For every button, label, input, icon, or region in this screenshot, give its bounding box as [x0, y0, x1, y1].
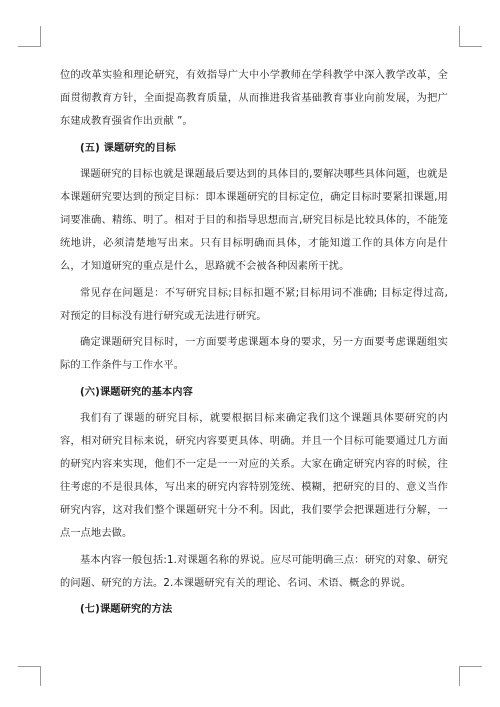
paragraph: 课题研究的目标也就是课题最后要达到的具体目的,要解决哪些具体问题，也就是本课题研究要达到的预定目标：即本课题研究的目标定位，确定目标时要紧扣课题,用词要准确、精练、明了。相对于目的和指导思想而言,研究目标是比较具体的，不能笼统地讲，必须清楚地写出来。只有目标明确而具体，才能知道工作的具体方向是什么，才知道研究的重点是什么，思路就不会被各种因素所干扰。 [60, 169, 448, 272]
document-body [60, 64, 448, 625]
paragraph: 基本内容一般包括:1.对课题名称的界说。应尽可能明确三点：研究的对象、研究的问题、研究的方法。2.本课题研究有关的理论、名词、术语、概念的界说。 [60, 554, 448, 589]
crop-mark-top-right [459, 26, 460, 46]
section-heading-6: (六)课题研究的基本内容 [80, 386, 193, 398]
crop-mark-bottom-left [18, 666, 41, 667]
crop-mark-bottom-right [459, 666, 460, 686]
crop-mark-top-left [18, 46, 41, 47]
crop-mark-bottom-right [459, 666, 482, 667]
paragraph: 确定课题研究目标时，一方面要考虑课题本身的要求，另一方面要考虑课题组实际的工作条件与工作水平。 [60, 337, 448, 371]
section-heading-7: (七)课题研究的方法 [80, 604, 173, 615]
crop-mark-bottom-left [40, 666, 41, 686]
paragraph: 位的改革实验和理论研究，有效指导广大中小学教师在学科教学中深入教学改革，全面贯彻教育方针，全面提高教育质量，从而推进我省基础教育事业向前发展，为把广东建成教育强省作出贡献 ”。 [60, 70, 448, 127]
paragraph: 我们有了课题的研究目标，就要根据目标来确定我们这个课题具体要研究的内容，相对研究目标来说，研究内容要更具体、明确。并且一个目标可能要通过几方面的研究内容来实现，他们不一定是一一对应的关系。大家在确定研究内容的时候，往往考虑的不是很具体，写出来的研究内容特别笼统、模糊，把研究的目的、意义当作研究内容，这对我们整个课题研究十分不利。因此，我们要学会把课题进行分解，一点一点地去做。 [60, 413, 448, 539]
paragraph: 常见存在问题是：不写研究目标;目标扣题不紧;目标用词不准确; 目标定得过高,对预定的目标没有进行研究或无法进行研究。 [60, 287, 448, 322]
section-heading-5: (五) 课题研究的目标 [80, 142, 177, 154]
crop-mark-top-left [40, 26, 41, 46]
crop-mark-top-right [459, 46, 482, 47]
